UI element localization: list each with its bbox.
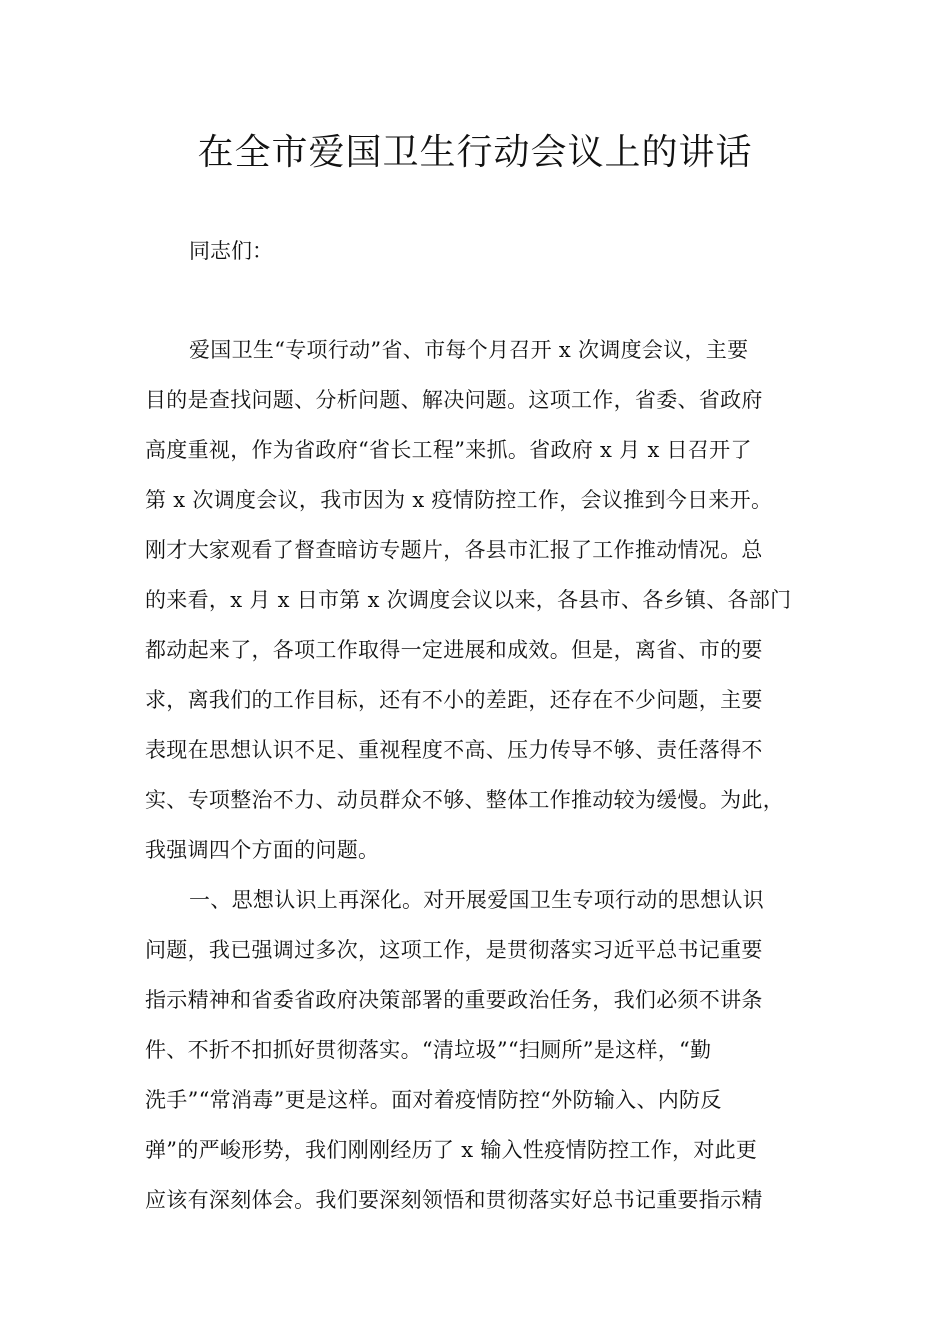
paragraph-line: 件、不折不扣抓好贯彻落实。“清垃圾”“扫厕所”是这样，“勤 [145, 1038, 712, 1062]
paragraph-line: 目的是查找问题、分析问题、解决问题。这项工作，省委、省政府 [145, 388, 763, 412]
paragraph-line: 表现在思想认识不足、重视程度不高、压力传导不够、责任落得不 [145, 738, 763, 762]
paragraph-line: 应该有深刻体会。我们要深刻领悟和贯彻落实好总书记重要指示精 [145, 1188, 763, 1212]
paragraph-line: 求，离我们的工作目标，还有不小的差距，还存在不少问题，主要 [145, 688, 763, 712]
paragraph-line: 弹”的严峻形势，我们刚刚经历了 x 输入性疫情防控工作，对此更 [145, 1138, 758, 1162]
document-body [145, 334, 820, 1234]
paragraph-line: 高度重视，作为省政府“省长工程”来抓。省政府 x 月 x 日召开了 [145, 438, 752, 462]
paragraph-line: 的来看，x 月 x 日市第 x 次调度会议以来，各县市、各乡镇、各部门 [145, 588, 792, 612]
document-title: 在全市爱国卫生行动会议上的讲话 [197, 132, 753, 173]
paragraph-line: 都动起来了，各项工作取得一定进展和成效。但是，离省、市的要 [145, 638, 763, 662]
paragraph-1 [145, 334, 820, 884]
paragraph-line: 第 x 次调度会议，我市因为 x 疫情防控工作，会议推到今日来开。 [145, 488, 773, 512]
paragraph-2 [145, 884, 820, 1234]
paragraph-line: 问题，我已强调过多次，这项工作，是贯彻落实习近平总书记重要 [145, 938, 763, 962]
paragraph-line: 我强调四个方面的问题。 [145, 838, 380, 862]
paragraph-line: 洗手”“常消毒”更是这样。面对着疫情防控“外防输入、内防反 [145, 1088, 722, 1112]
paragraph-line: 指示精神和省委省政府决策部署的重要政治任务，我们必须不讲条 [145, 988, 763, 1012]
salutation: 同志们： [189, 239, 273, 263]
paragraph-line: 实、专项整治不力、动员群众不够、整体工作推动较为缓慢。为此， [145, 788, 784, 812]
paragraph-line: 刚才大家观看了督查暗访专题片，各县市汇报了工作推动情况。总 [145, 538, 763, 562]
paragraph-line: 爱国卫生“专项行动”省、市每个月召开 x 次调度会议，主要 [189, 338, 749, 362]
paragraph-line: 一、思想认识上再深化。对开展爱国卫生专项行动的思想认识 [189, 888, 765, 912]
